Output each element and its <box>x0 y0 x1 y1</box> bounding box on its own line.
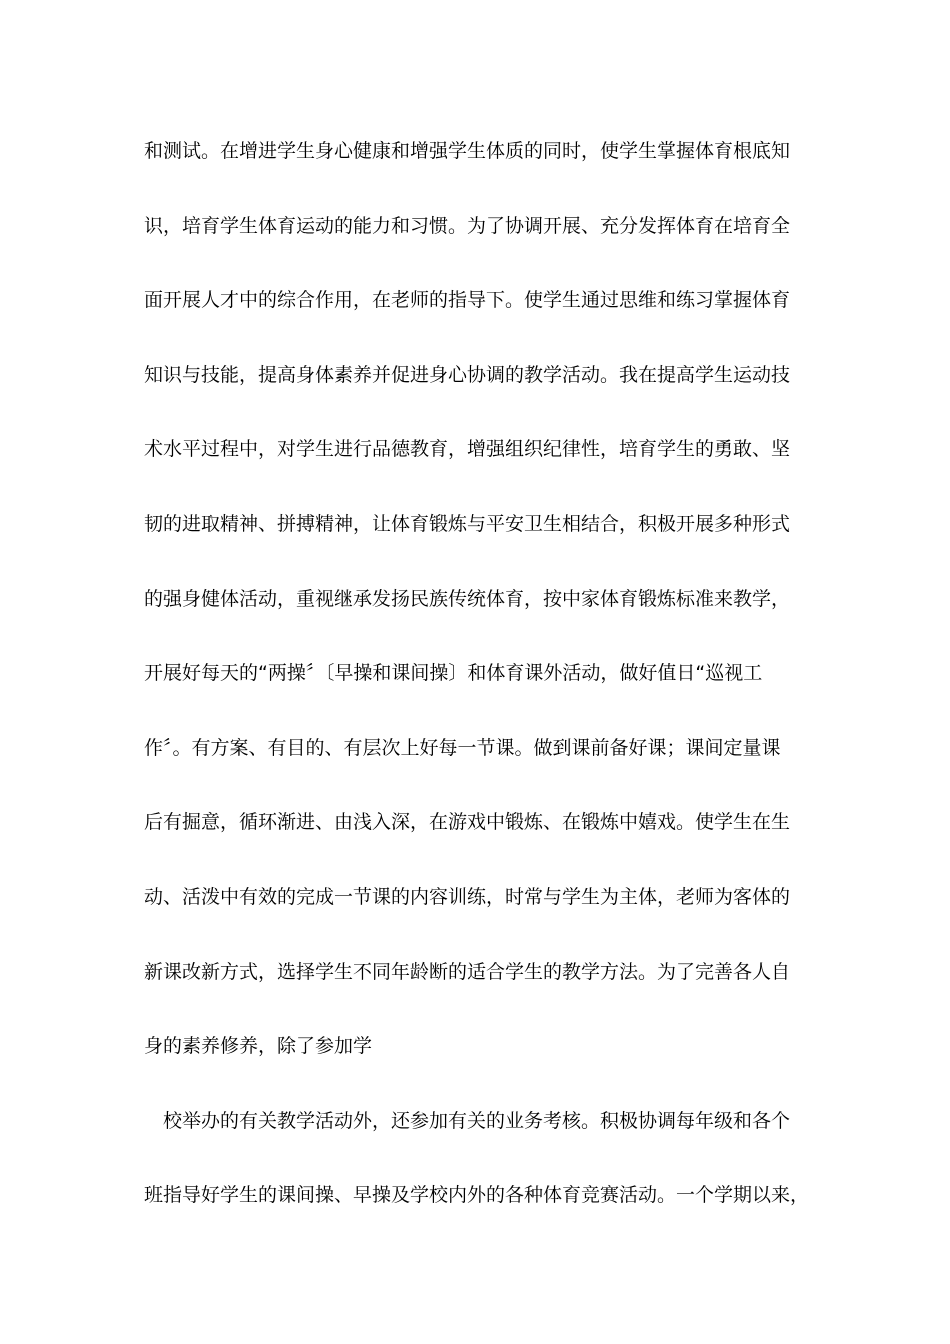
text-line: 动、活泼中有效的完成一节课的内容训练，时常与学生为主体，老师为客体的 <box>144 885 791 908</box>
text-line: 韧的进取精神、拼搏精神，让体育锻炼与平安卫生相结合，积极开展多种形式 <box>144 512 791 535</box>
text-line: 的强身健体活动，重视继承发扬民族传统体育，按中家体育锻炼标准来教学， <box>144 587 791 610</box>
text-line: 术水平过程中，对学生进行品德教育，增强组织纪律性，培育学生的勇敢、坚 <box>144 438 791 461</box>
text-line: 识，培育学生体育运动的能力和习惯。为了协调开展、充分发挥体育在培育全 <box>144 214 791 237</box>
text-line: 和测试。在增进学生身心健康和增强学生体质的同时，使学生掌握体育根底知 <box>144 140 791 162</box>
text-line: 开展好每天的“两操〞〔早操和课间操〕和体育课外活动，做好值日“巡视工 <box>144 662 763 685</box>
text-line: 作〞。有方案、有目的、有层次上好每一节课。做到课前备好课；课间定量课 <box>144 736 781 759</box>
text-line: 后有掘意，循环渐进、由浅入深，在游戏中锻炼、在锻炼中嬉戏。使学生在生 <box>144 811 791 834</box>
body-text <box>144 132 810 1251</box>
text-line: 班指导好学生的课间操、早操及学校内外的各种体育竞赛活动。一个学期以来， <box>144 1184 810 1207</box>
text-line: 面开展人才中的综合作用，在老师的指导下。使学生通过思维和练习掌握体育 <box>144 289 791 312</box>
text-line: 新课改新方式，选择学生不同年龄断的适合学生的教学方法。为了完善各人自 <box>144 960 791 983</box>
text-line-indented: 校举办的有关教学活动外，还参加有关的业务考核。积极协调每年级和各个 <box>163 1109 791 1132</box>
text-line: 知识与技能，提高身体素养并促进身心协调的教学活动。我在提高学生运动技 <box>144 363 791 386</box>
text-line: 身的素养修养，除了参加学 <box>144 1035 373 1058</box>
